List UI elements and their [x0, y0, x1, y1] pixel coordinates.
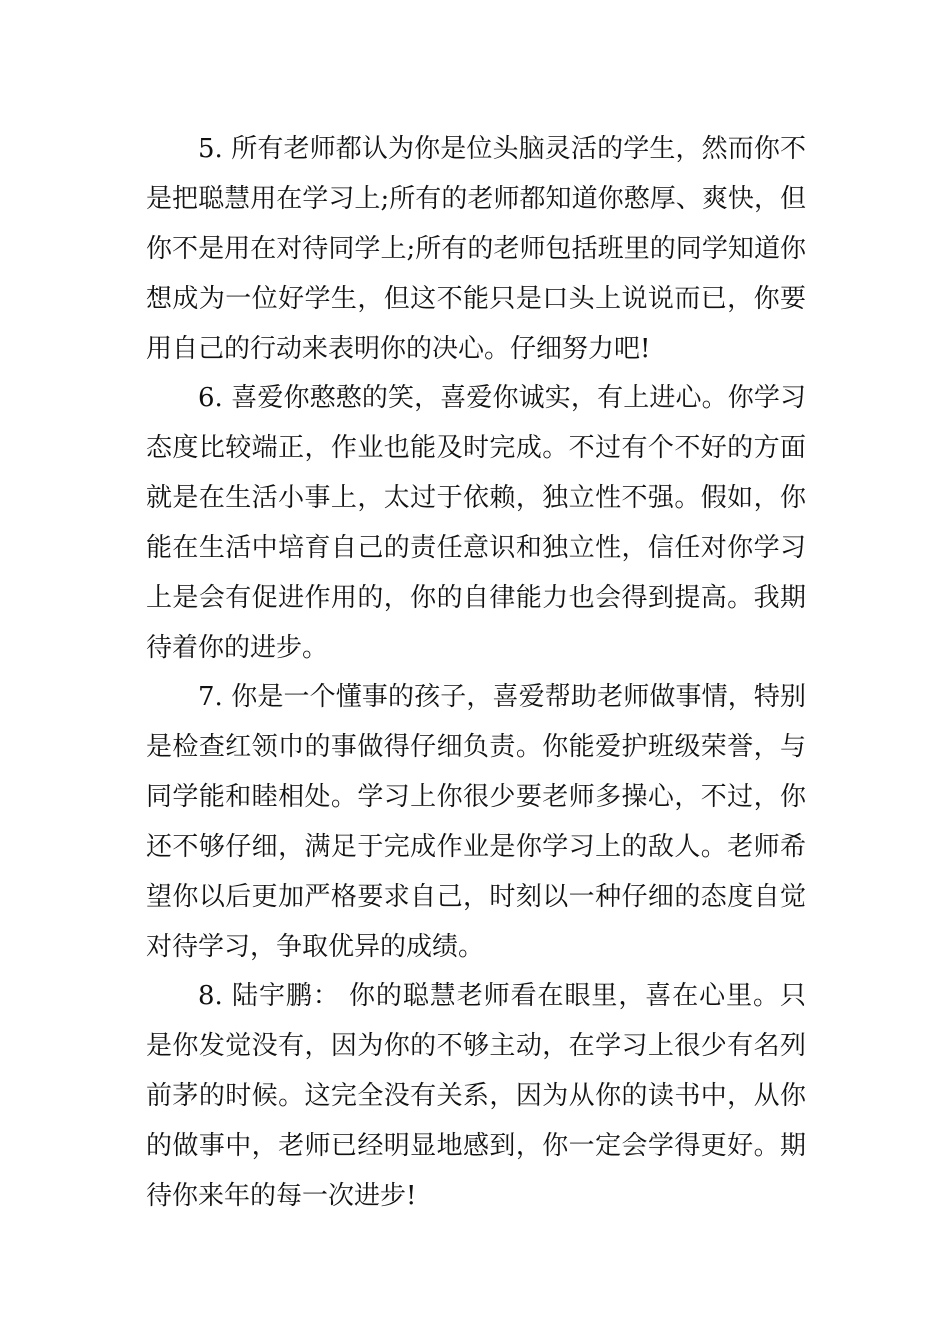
- text-line: 是检查红领巾的事做得仔细负责。你能爱护班级荣誉，与: [146, 732, 806, 762]
- text-line: 是你发觉没有，因为你的不够主动，在学习上很少有名列: [146, 1031, 806, 1061]
- comment-paragraph-7: [146, 672, 806, 972]
- text-line: 望你以后更加严格要求自己，时刻以一种仔细的态度自觉: [146, 882, 806, 912]
- text-line: 能在生活中培育自己的责任意识和独立性，信任对你学习: [146, 533, 806, 563]
- text-line: 想成为一位好学生，但这不能只是口头上说说而已，你要: [146, 284, 806, 314]
- text-line: 你不是用在对待同学上;所有的老师包括班里的同学知道你: [146, 234, 806, 264]
- text-line: 用自己的行动来表明你的决心。仔细努力吧!: [146, 334, 651, 364]
- comment-paragraph-5: [146, 124, 806, 374]
- text-line: 5. 所有老师都认为你是位头脑灵活的学生，然而你不: [198, 134, 806, 164]
- text-line: 待你来年的每一次进步!: [146, 1181, 417, 1211]
- text-line: 前茅的时候。这完全没有关系，因为从你的读书中，从你: [146, 1081, 806, 1111]
- text-line: 7. 你是一个懂事的孩子，喜爱帮助老师做事情，特别: [198, 682, 806, 712]
- text-line: 对待学习，争取优异的成绩。: [146, 932, 485, 962]
- text-line: 同学能和睦相处。学习上你很少要老师多操心，不过，你: [146, 782, 806, 812]
- text-line: 待着你的进步。: [146, 633, 329, 663]
- text-line: 6. 喜爱你憨憨的笑，喜爱你诚实，有上进心。你学习: [198, 383, 806, 413]
- text-line: 就是在生活小事上，太过于依赖，独立性不强。假如，你: [146, 483, 806, 513]
- text-line: 态度比较端正，作业也能及时完成。不过有个不好的方面: [146, 433, 806, 463]
- text-line: 8. 陆宇鹏： 你的聪慧老师看在眼里，喜在心里。只: [198, 981, 806, 1011]
- text-line: 是把聪慧用在学习上;所有的老师都知道你憨厚、爽快，但: [146, 184, 806, 214]
- comment-paragraph-6: [146, 373, 806, 673]
- text-line: 上是会有促进作用的，你的自律能力也会得到提高。我期: [146, 583, 806, 613]
- comment-paragraph-8: [146, 971, 806, 1221]
- text-line: 的做事中，老师已经明显地感到，你一定会学得更好。期: [146, 1131, 806, 1161]
- text-line: 还不够仔细，满足于完成作业是你学习上的敌人。老师希: [146, 832, 806, 862]
